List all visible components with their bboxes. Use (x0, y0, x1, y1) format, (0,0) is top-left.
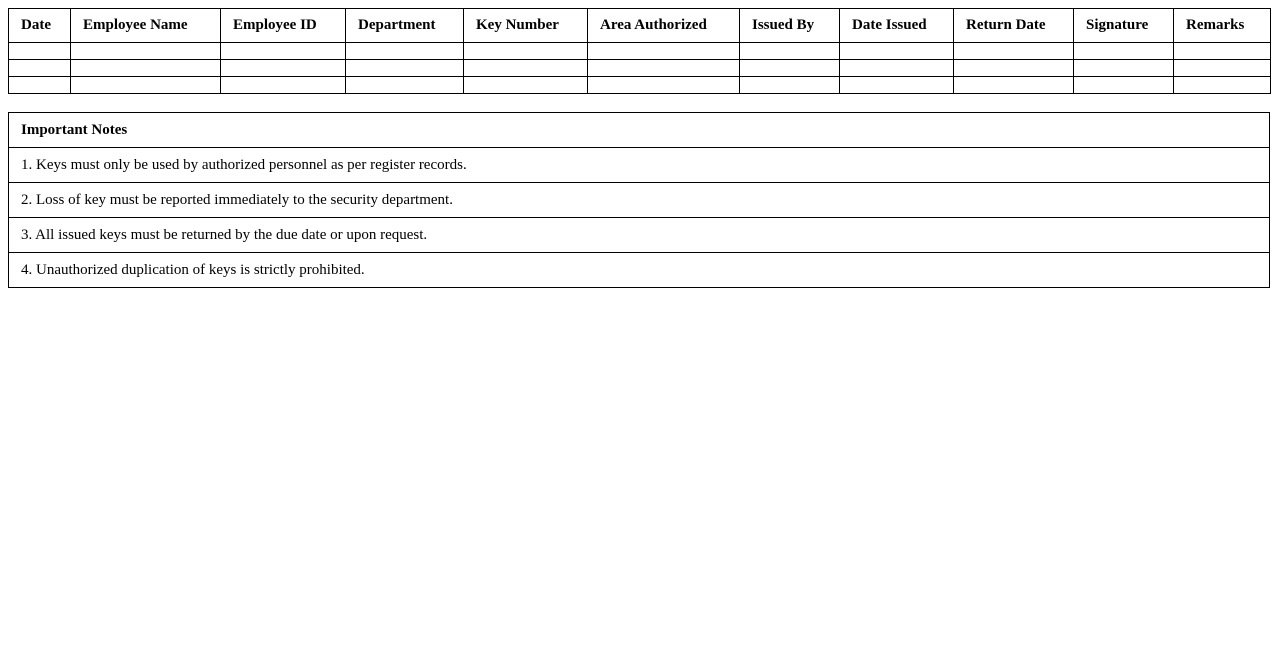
table-cell[interactable] (221, 43, 346, 60)
table-cell[interactable] (954, 60, 1074, 77)
table-row (9, 43, 1271, 60)
table-cell[interactable] (1074, 60, 1174, 77)
page-content (8, 8, 1270, 288)
table-header-row (9, 9, 1271, 43)
header-remarks: Remarks (1174, 9, 1271, 43)
note-row (9, 148, 1270, 183)
header-return-date: Return Date (954, 9, 1074, 43)
notes-title: Important Notes (9, 113, 1270, 148)
important-notes-table (8, 112, 1270, 288)
table-cell[interactable] (221, 77, 346, 94)
header-date: Date (9, 9, 71, 43)
table-cell[interactable] (588, 43, 740, 60)
table-cell[interactable] (954, 77, 1074, 94)
header-area-authorized: Area Authorized (588, 9, 740, 43)
key-register-table (8, 8, 1271, 94)
header-employee-name: Employee Name (71, 9, 221, 43)
table-cell[interactable] (9, 60, 71, 77)
header-date-issued: Date Issued (840, 9, 954, 43)
table-cell[interactable] (1174, 60, 1271, 77)
note-item: 2. Loss of key must be reported immediately to the security department. (9, 183, 1270, 218)
table-cell[interactable] (588, 60, 740, 77)
table-cell[interactable] (71, 60, 221, 77)
table-cell[interactable] (840, 77, 954, 94)
table-cell[interactable] (588, 77, 740, 94)
note-row (9, 218, 1270, 253)
table-cell[interactable] (71, 43, 221, 60)
header-employee-id: Employee ID (221, 9, 346, 43)
table-cell[interactable] (1074, 43, 1174, 60)
header-key-number: Key Number (464, 9, 588, 43)
table-cell[interactable] (1074, 77, 1174, 94)
table-cell[interactable] (740, 77, 840, 94)
table-cell[interactable] (1174, 43, 1271, 60)
table-cell[interactable] (9, 77, 71, 94)
header-department: Department (346, 9, 464, 43)
table-cell[interactable] (346, 43, 464, 60)
table-row (9, 77, 1271, 94)
header-signature: Signature (1074, 9, 1174, 43)
table-cell[interactable] (840, 60, 954, 77)
table-row (9, 60, 1271, 77)
table-cell[interactable] (740, 60, 840, 77)
table-cell[interactable] (71, 77, 221, 94)
table-cell[interactable] (840, 43, 954, 60)
table-cell[interactable] (464, 43, 588, 60)
note-row (9, 183, 1270, 218)
table-cell[interactable] (346, 77, 464, 94)
table-cell[interactable] (346, 60, 464, 77)
table-cell[interactable] (9, 43, 71, 60)
note-item: 1. Keys must only be used by authorized personnel as per register records. (9, 148, 1270, 183)
table-cell[interactable] (464, 77, 588, 94)
header-issued-by: Issued By (740, 9, 840, 43)
note-row (9, 253, 1270, 288)
table-cell[interactable] (221, 60, 346, 77)
notes-title-row (9, 113, 1270, 148)
table-cell[interactable] (464, 60, 588, 77)
table-cell[interactable] (1174, 77, 1271, 94)
table-cell[interactable] (954, 43, 1074, 60)
note-item: 4. Unauthorized duplication of keys is strictly prohibited. (9, 253, 1270, 288)
note-item: 3. All issued keys must be returned by the due date or upon request. (9, 218, 1270, 253)
table-cell[interactable] (740, 43, 840, 60)
table-body (9, 43, 1271, 94)
